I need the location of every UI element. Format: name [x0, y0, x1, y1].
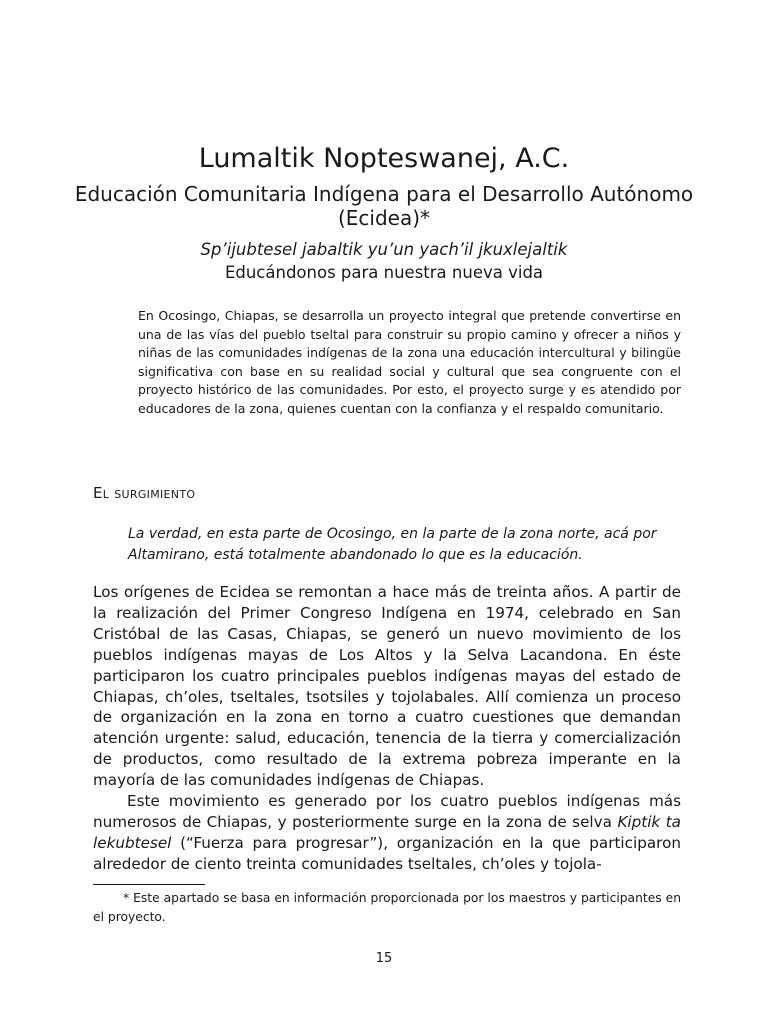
tseltal-title: Sp’ijubtesel jabaltik yu’un yach’il jkuxlejaltik	[200, 240, 568, 259]
title-block	[60, 142, 708, 284]
footnote: * Este apartado se basa en información proporcionada por los maestros y participantes en el proyecto.	[93, 891, 681, 924]
body-paragraph-1: Los orígenes de Ecidea se remontan a hace más de treinta años. A partir de la realización del Primer Congreso Indígena en 1974, celebrado en San Cristóbal de las Casas, Chiapas, se generó un nuevo movimiento de los pueblos indígenas mayas de Los Altos y la Selva Lacandona. En éste participaron los cuatro principales pueblos indígenas mayas del estado de Chiapas, ch’oles, tseltales, tsotsiles y tojolabales. Allí comienza un proceso de organización en la zona en torno a cuatro cuestiones que demandan atención urgente: salud, educación, tenencia de la tierra y comercialización de productos, como resultado de la extrema pobreza imperante en la mayoría de las comunidades indígenas de Chiapas.	[93, 583, 681, 790]
paragraph-2-start: Este movimiento es generado por los cuatro pueblos indígenas más numerosos de Chiapas, y posteriormente surge en la zona de selva	[93, 792, 681, 831]
epigraph-quote: La verdad, en esta parte de Ocosingo, en la parte de la zona norte, acá por Altamirano, está totalmente abandonado lo que es la educación.	[128, 526, 657, 563]
paragraph-2-end: (“Fuerza para progresar”), organización en la que participaron alrededor de ciento treinta comunidades tseltales, ch’oles y tojola-	[93, 833, 681, 873]
page-number: 15	[375, 951, 393, 966]
organization-name: Kiptik ta lekubtesel	[93, 812, 681, 852]
body-text	[93, 582, 681, 875]
spanish-tagline: Educándonos para nuestra nueva vida	[224, 263, 544, 282]
section-heading: El surgimiento	[93, 484, 196, 502]
footnote-divider	[93, 884, 205, 885]
abstract-paragraph: En Ocosingo, Chiapas, se desarrolla un proyecto integral que pretende convertirse en una de las vías del pueblo tseltal para construir su propio camino y ofrecer a niños y niñas de las comunidades indígenas de la zona una educación intercultural y bilingüe significativa con base en su realidad social y cultural que sea congruente con el proyecto histórico de las comunidades. Por esto, el proyecto surge y es atendido por educadores de la zona, quienes cuentan con la confianza y el respaldo comunitario.	[138, 308, 681, 416]
page-subtitle: Educación Comunitaria Indígena para el Desarrollo Autónomo (Ecidea)*	[74, 182, 694, 230]
body-paragraph-2	[93, 791, 681, 875]
page-title: Lumaltik Nopteswanej, A.C.	[198, 143, 570, 174]
